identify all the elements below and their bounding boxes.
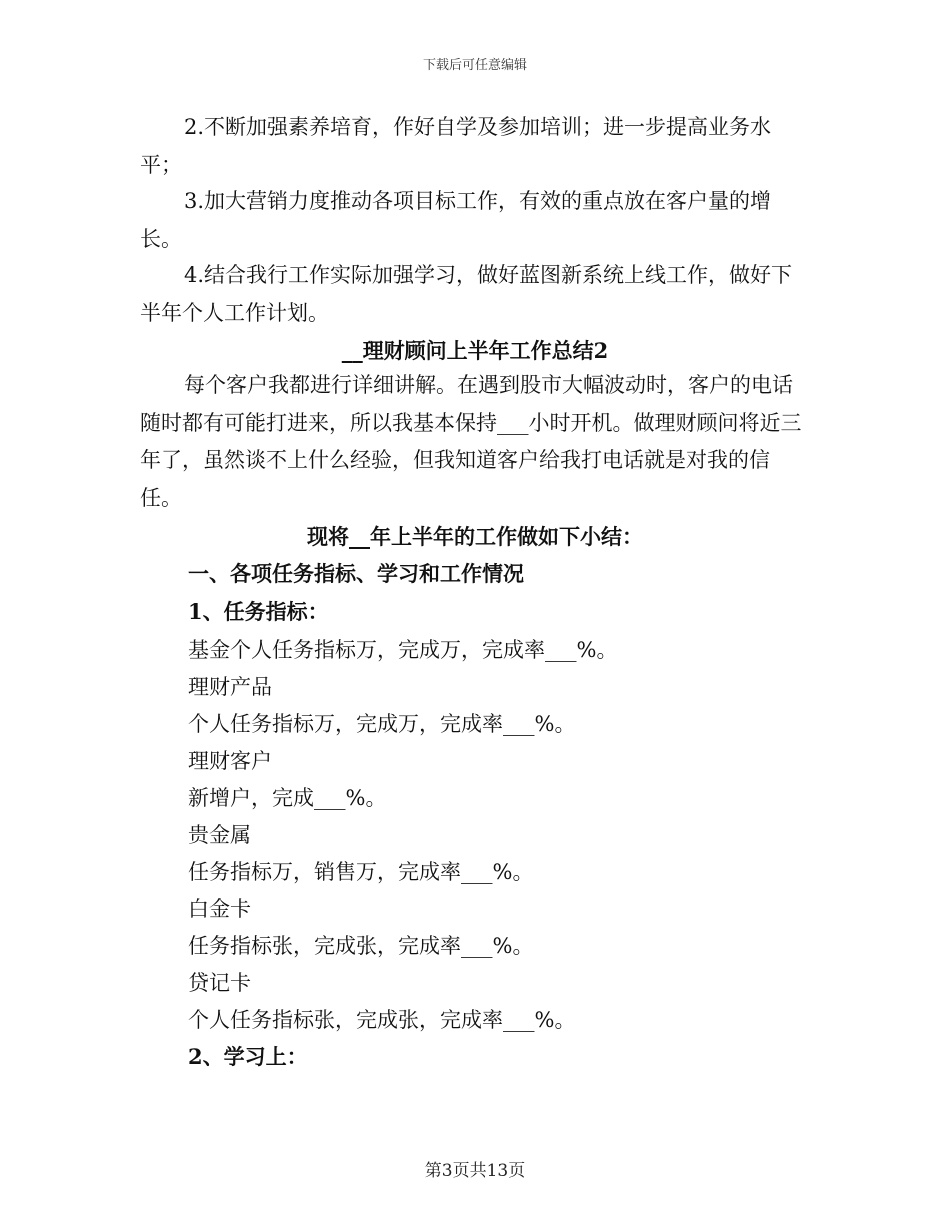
page-header: 下载后可任意编辑 bbox=[422, 58, 527, 73]
heading-task-indicators: 1、任务指标： bbox=[188, 599, 329, 624]
paragraph-item-3: 3.加大营销力度推动各项目标工作，有效的重点放在客户量的增长。 bbox=[140, 189, 772, 251]
line-platinum-card: 白金卡 bbox=[188, 897, 251, 921]
summary-heading: 现将__年上半年的工作做如下小结： bbox=[307, 524, 643, 549]
line-credit-card: 贷记卡 bbox=[188, 971, 251, 995]
paragraph-item-2: 2.不断加强素养培育，作好自学及参加培训；进一步提高业务水平； bbox=[140, 115, 772, 177]
section-title: __理财顾问上半年工作总结2 bbox=[341, 338, 609, 363]
line-precious-metals-target: 任务指标万，销售万，完成率___%。 bbox=[188, 860, 534, 884]
page-footer: 第3页共13页 bbox=[424, 1161, 526, 1181]
line-new-accounts: 新增户，完成___%。 bbox=[188, 786, 387, 810]
heading-study: 2、学习上： bbox=[188, 1044, 308, 1069]
line-wealth-products: 理财产品 bbox=[188, 675, 272, 699]
line-platinum-card-target: 任务指标张，完成张，完成率___%。 bbox=[188, 934, 534, 958]
heading-tasks-study-work: 一、各项任务指标、学习和工作情况 bbox=[188, 561, 524, 586]
line-precious-metals: 贵金属 bbox=[188, 823, 251, 847]
line-wealth-clients: 理财客户 bbox=[188, 749, 272, 773]
line-wealth-products-target: 个人任务指标万，完成万，完成率___%。 bbox=[188, 712, 576, 736]
paragraph-item-4: 4.结合我行工作实际加强学习，做好蓝图新系统上线工作，做好下半年个人工作计划。 bbox=[140, 263, 793, 325]
line-credit-card-target: 个人任务指标张，完成张，完成率___%。 bbox=[188, 1008, 576, 1032]
line-fund-target: 基金个人任务指标万，完成万，完成率___%。 bbox=[188, 638, 618, 662]
intro-paragraph: 每个客户我都进行详细讲解。在遇到股市大幅波动时，客户的电话随时都有可能打进来，所以我基本保持___小时开机。做理财顾问将近三年了，虽然谈不上什么经验，但我知道客户给我打电话就是对我的信任。 bbox=[140, 373, 802, 510]
